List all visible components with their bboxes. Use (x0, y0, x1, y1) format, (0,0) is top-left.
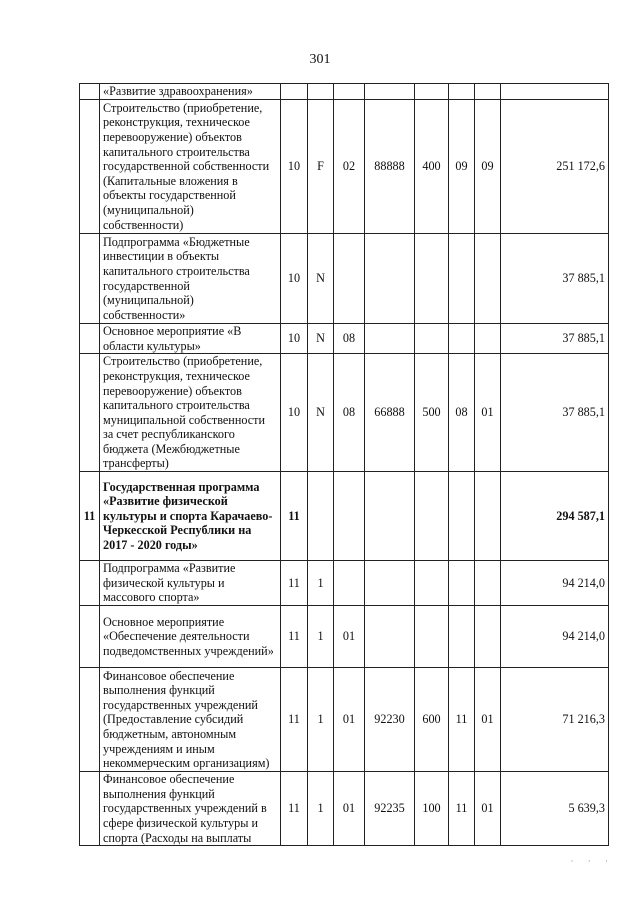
direction-code-cell (365, 472, 415, 561)
row-number-cell (80, 561, 100, 606)
item-name-cell: Финансовое обеспечение выполнения функций государственных учреждений (Предоставление субсидий бюджетным, автономным учреждениям и иным некоммерческим организациям) (100, 668, 281, 772)
section-code-cell (449, 561, 475, 606)
subprogram-code-cell (308, 84, 334, 100)
table-row (80, 234, 609, 324)
row-number-cell (80, 354, 100, 472)
amount-cell: 94 214,0 (501, 561, 609, 606)
item-name-cell: Подпрограмма «Бюджетные инвестиции в объекты капитального строительства государственной (муниципальной) собственности» (100, 234, 281, 324)
row-number-cell (80, 606, 100, 668)
event-code-cell: 01 (334, 606, 365, 668)
section-code-cell: 11 (449, 772, 475, 846)
direction-code-cell: 92230 (365, 668, 415, 772)
amount-cell (501, 84, 609, 100)
row-number-cell: 11 (80, 472, 100, 561)
direction-code-cell (365, 84, 415, 100)
expense-type-cell (415, 606, 449, 668)
section-code-cell: 08 (449, 354, 475, 472)
subprogram-code-cell: 1 (308, 668, 334, 772)
item-name-cell: Подпрограмма «Развитие физической культуры и массового спорта» (100, 561, 281, 606)
item-name-cell: Строительство (приобретение, реконструкция, техническое перевооружение) объектов капитального строительства муниципальной собственности за счет республиканского бюджета (Межбюджетные трансферты) (100, 354, 281, 472)
item-name-cell: Государственная программа «Развитие физической культуры и спорта Карачаево-Черкесской Республики на 2017 - 2020 годы» (100, 472, 281, 561)
item-name-cell: Основное мероприятие «Обеспечение деятельности подведомственных учреждений» (100, 606, 281, 668)
program-code-cell: 10 (281, 354, 308, 472)
subsection-code-cell: 09 (475, 100, 501, 234)
direction-code-cell (365, 561, 415, 606)
expense-type-cell: 600 (415, 668, 449, 772)
expense-type-cell: 400 (415, 100, 449, 234)
expense-type-cell (415, 472, 449, 561)
direction-code-cell: 88888 (365, 100, 415, 234)
amount-cell: 37 885,1 (501, 234, 609, 324)
item-name-cell: Строительство (приобретение, реконструкция, техническое перевооружение) объектов капитального строительства государственной собственности (Капитальные вложения в объекты государственной (муниципальной) собственности) (100, 100, 281, 234)
row-number-cell (80, 84, 100, 100)
subprogram-code-cell: 1 (308, 561, 334, 606)
subprogram-code-cell: F (308, 100, 334, 234)
amount-cell: 71 216,3 (501, 668, 609, 772)
table-row (80, 100, 609, 234)
program-code-cell: 11 (281, 472, 308, 561)
subsection-code-cell (475, 324, 501, 354)
subsection-code-cell: 01 (475, 772, 501, 846)
table-row (80, 472, 609, 561)
table-row (80, 606, 609, 668)
subprogram-code-cell: 1 (308, 772, 334, 846)
table-row (80, 354, 609, 472)
program-code-cell: 10 (281, 234, 308, 324)
item-name-cell: Финансовое обеспечение выполнения функций государственных учреждений в сфере физической культуры и спорта (Расходы на выплаты (100, 772, 281, 846)
direction-code-cell (365, 606, 415, 668)
event-code-cell: 02 (334, 100, 365, 234)
table-row (80, 561, 609, 606)
budget-table (79, 83, 609, 846)
program-code-cell: 11 (281, 668, 308, 772)
amount-cell: 94 214,0 (501, 606, 609, 668)
section-code-cell (449, 472, 475, 561)
amount-cell: 5 639,3 (501, 772, 609, 846)
event-code-cell: 01 (334, 772, 365, 846)
amount-cell: 37 885,1 (501, 354, 609, 472)
item-name-cell: «Развитие здравоохранения» (100, 84, 281, 100)
row-number-cell (80, 324, 100, 354)
row-number-cell (80, 668, 100, 772)
program-code-cell (281, 84, 308, 100)
table-row (80, 668, 609, 772)
subsection-code-cell (475, 84, 501, 100)
event-code-cell (334, 561, 365, 606)
expense-type-cell: 100 (415, 772, 449, 846)
amount-cell: 294 587,1 (501, 472, 609, 561)
amount-cell: 37 885,1 (501, 324, 609, 354)
subprogram-code-cell: 1 (308, 606, 334, 668)
subprogram-code-cell: N (308, 324, 334, 354)
subsection-code-cell: 01 (475, 668, 501, 772)
section-code-cell: 09 (449, 100, 475, 234)
expense-type-cell: 500 (415, 354, 449, 472)
direction-code-cell (365, 324, 415, 354)
section-code-cell (449, 324, 475, 354)
item-name-cell: Основное мероприятие «В области культуры» (100, 324, 281, 354)
amount-cell: 251 172,6 (501, 100, 609, 234)
event-code-cell: 08 (334, 324, 365, 354)
direction-code-cell (365, 234, 415, 324)
direction-code-cell: 92235 (365, 772, 415, 846)
section-code-cell: 11 (449, 668, 475, 772)
section-code-cell (449, 234, 475, 324)
subsection-code-cell: 01 (475, 354, 501, 472)
expense-type-cell (415, 561, 449, 606)
program-code-cell: 10 (281, 100, 308, 234)
event-code-cell: 08 (334, 354, 365, 472)
event-code-cell: 01 (334, 668, 365, 772)
event-code-cell (334, 84, 365, 100)
program-code-cell: 10 (281, 324, 308, 354)
direction-code-cell: 66888 (365, 354, 415, 472)
section-code-cell (449, 84, 475, 100)
expense-type-cell (415, 234, 449, 324)
row-number-cell (80, 772, 100, 846)
subsection-code-cell (475, 561, 501, 606)
section-code-cell (449, 606, 475, 668)
scan-marks: · · · (570, 856, 614, 866)
program-code-cell: 11 (281, 606, 308, 668)
program-code-cell: 11 (281, 772, 308, 846)
page-number: 301 (309, 52, 331, 67)
row-number-cell (80, 100, 100, 234)
table-row (80, 324, 609, 354)
event-code-cell (334, 472, 365, 561)
expense-type-cell (415, 324, 449, 354)
expense-type-cell (415, 84, 449, 100)
subsection-code-cell (475, 606, 501, 668)
table-row (80, 772, 609, 846)
table-row (80, 84, 609, 100)
subprogram-code-cell (308, 472, 334, 561)
subsection-code-cell (475, 472, 501, 561)
subprogram-code-cell: N (308, 234, 334, 324)
event-code-cell (334, 234, 365, 324)
row-number-cell (80, 234, 100, 324)
subsection-code-cell (475, 234, 501, 324)
subprogram-code-cell: N (308, 354, 334, 472)
program-code-cell: 11 (281, 561, 308, 606)
